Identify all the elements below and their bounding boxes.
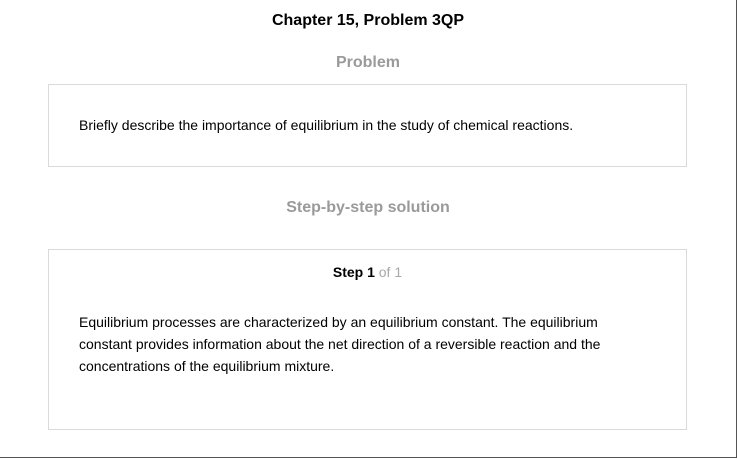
step-text: Equilibrium processes are characterized by an equilibrium constant. The equilibrium constant provides information about the net direction of a reversible reaction and the concentrations of the equilibrium mixture. bbox=[79, 314, 601, 374]
step-label: Step 1 bbox=[332, 264, 375, 280]
step-card bbox=[48, 249, 687, 430]
problem-heading: Problem bbox=[335, 54, 400, 71]
solution-heading: Step-by-step solution bbox=[286, 199, 450, 216]
step-count: of 1 bbox=[378, 264, 403, 280]
problem-text: Briefly describe the importance of equilibrium in the study of chemical reactions. bbox=[79, 117, 574, 133]
step-header bbox=[49, 264, 686, 280]
problem-card bbox=[48, 84, 687, 167]
page-title: Chapter 15, Problem 3QP bbox=[271, 12, 465, 29]
